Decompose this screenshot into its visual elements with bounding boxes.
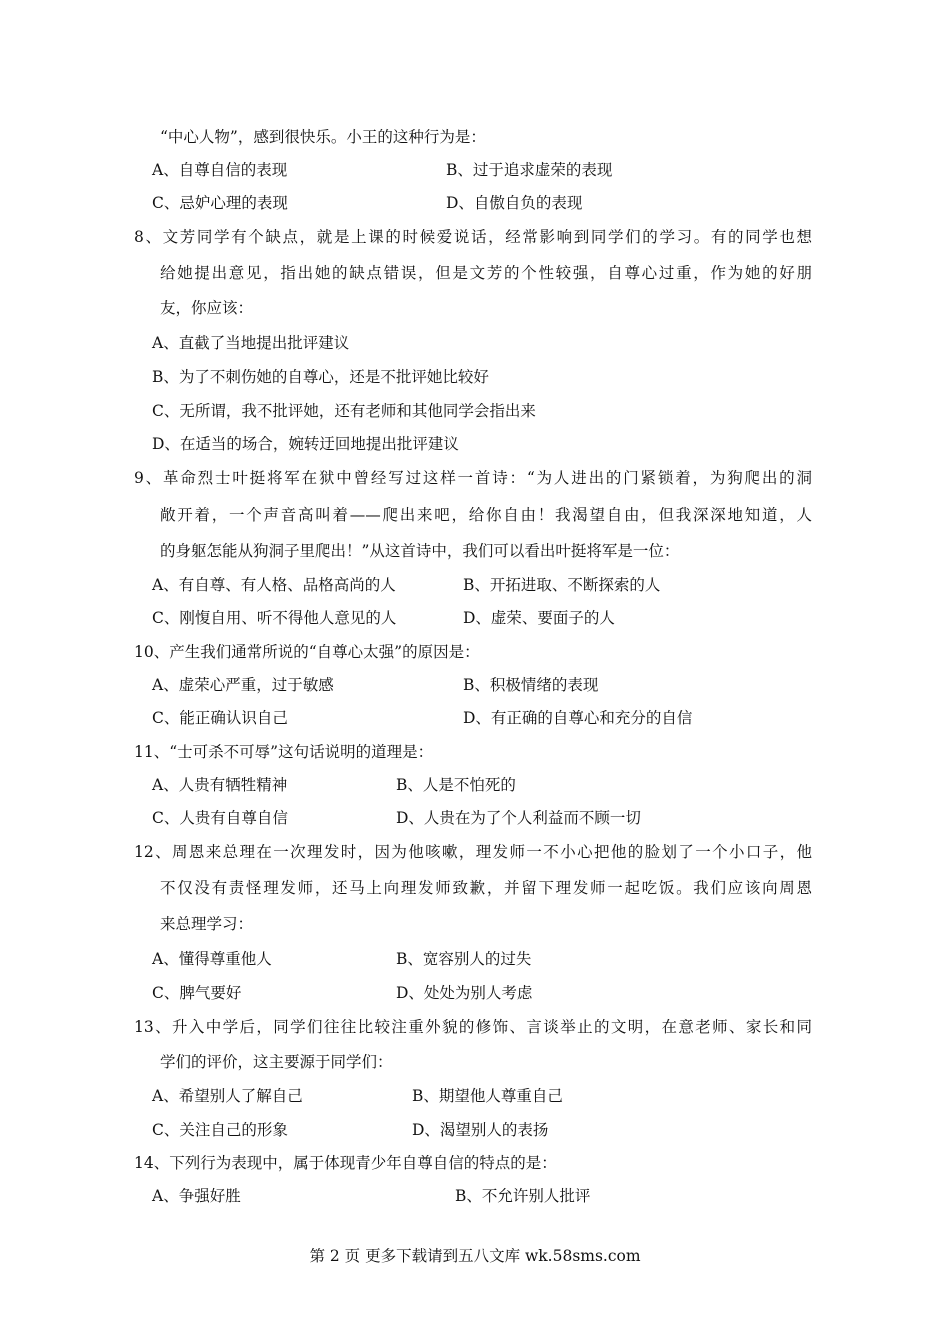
question-stem-line: 敞开着，一个声音高叫着——爬出来吧，给你自由！我渴望自由，但我深深地知道，人 xyxy=(160,506,812,524)
answer-option: B、期望他人尊重自己 xyxy=(412,1087,563,1105)
answer-option: A、有自尊、有人格、品格高尚的人 xyxy=(152,576,396,594)
answer-option: D、渴望别人的表扬 xyxy=(412,1121,549,1139)
question-stem-line: 14、下列行为表现中，属于体现青少年自尊自信的特点的是： xyxy=(134,1154,557,1172)
question-stem-line: 12、周恩来总理在一次理发时，因为他咳嗽，理发师一不小心把他的脸划了一个小口子，他 xyxy=(134,843,812,861)
answer-option: D、处处为别人考虑 xyxy=(396,984,533,1002)
question-stem-line: 11、“士可杀不可辱”这句话说明的道理是： xyxy=(134,743,434,761)
answer-option: D、在适当的场合，婉转迂回地提出批评建议 xyxy=(152,435,459,453)
question-stem-line: “中心人物”，感到很快乐。小王的这种行为是： xyxy=(160,128,486,146)
answer-option: B、宽容别人的过失 xyxy=(396,950,532,968)
answer-option: B、人是不怕死的 xyxy=(396,776,516,794)
answer-option: C、忌妒心理的表现 xyxy=(152,194,288,212)
answer-option: B、过于追求虚荣的表现 xyxy=(446,161,613,179)
question-stem-line: 给她提出意见，指出她的缺点错误，但是文芳的个性较强，自尊心过重，作为她的好朋 xyxy=(160,264,812,282)
answer-option: C、能正确认识自己 xyxy=(152,709,288,727)
answer-option: C、脾气要好 xyxy=(152,984,242,1002)
answer-option: A、希望别人了解自己 xyxy=(152,1087,303,1105)
question-stem-line: 9、革命烈士叶挺将军在狱中曾经写过这样一首诗：“为人进出的门紧锁着，为狗爬出的洞 xyxy=(134,469,812,487)
answer-option: C、关注自己的形象 xyxy=(152,1121,288,1139)
question-stem-line: 13、升入中学后，同学们往往比较注重外貌的修饰、言谈举止的文明，在意老师、家长和同 xyxy=(134,1018,812,1036)
question-stem-line: 不仅没有责怪理发师，还马上向理发师致歉，并留下理发师一起吃饭。我们应该向周恩 xyxy=(160,879,812,897)
answer-option: A、虚荣心严重，过于敏感 xyxy=(152,676,334,694)
answer-option: B、开拓进取、不断探索的人 xyxy=(463,576,661,594)
answer-option: A、懂得尊重他人 xyxy=(152,950,272,968)
answer-option: A、争强好胜 xyxy=(152,1187,241,1205)
question-stem-line: 友，你应该： xyxy=(160,299,254,317)
answer-option: C、无所谓，我不批评她，还有老师和其他同学会指出来 xyxy=(152,402,536,420)
answer-option: B、积极情绪的表现 xyxy=(463,676,599,694)
answer-option: B、不允许别人批评 xyxy=(455,1187,591,1205)
answer-option: B、为了不刺伤她的自尊心，还是不批评她比较好 xyxy=(152,368,489,386)
answer-option: A、人贵有牺牲精神 xyxy=(152,776,288,794)
answer-option: D、有正确的自尊心和充分的自信 xyxy=(463,709,693,727)
answer-option: D、虚荣、要面子的人 xyxy=(463,609,615,627)
question-stem-line: 10、产生我们通常所说的“自尊心太强”的原因是： xyxy=(134,643,480,661)
answer-option: D、自傲自负的表现 xyxy=(446,194,583,212)
answer-option: C、刚愎自用、听不得他人意见的人 xyxy=(152,609,397,627)
answer-option: A、自尊自信的表现 xyxy=(152,161,288,179)
answer-option: A、直截了当地提出批评建议 xyxy=(152,334,350,352)
question-stem-line: 来总理学习： xyxy=(160,915,254,933)
page-footer: 第 2 页 更多下载请到五八文库 wk.58sms.com xyxy=(309,1247,641,1265)
answer-option: D、人贵在为了个人利益而不顾一切 xyxy=(396,809,641,827)
answer-option: C、人贵有自尊自信 xyxy=(152,809,288,827)
question-stem-line: 的身躯怎能从狗洞子里爬出！”从这首诗中，我们可以看出叶挺将军是一位： xyxy=(160,542,680,560)
question-stem-line: 学们的评价，这主要源于同学们： xyxy=(160,1053,393,1071)
question-stem-line: 8、文芳同学有个缺点，就是上课的时候爱说话，经常影响到同学们的学习。有的同学也想 xyxy=(134,228,812,246)
